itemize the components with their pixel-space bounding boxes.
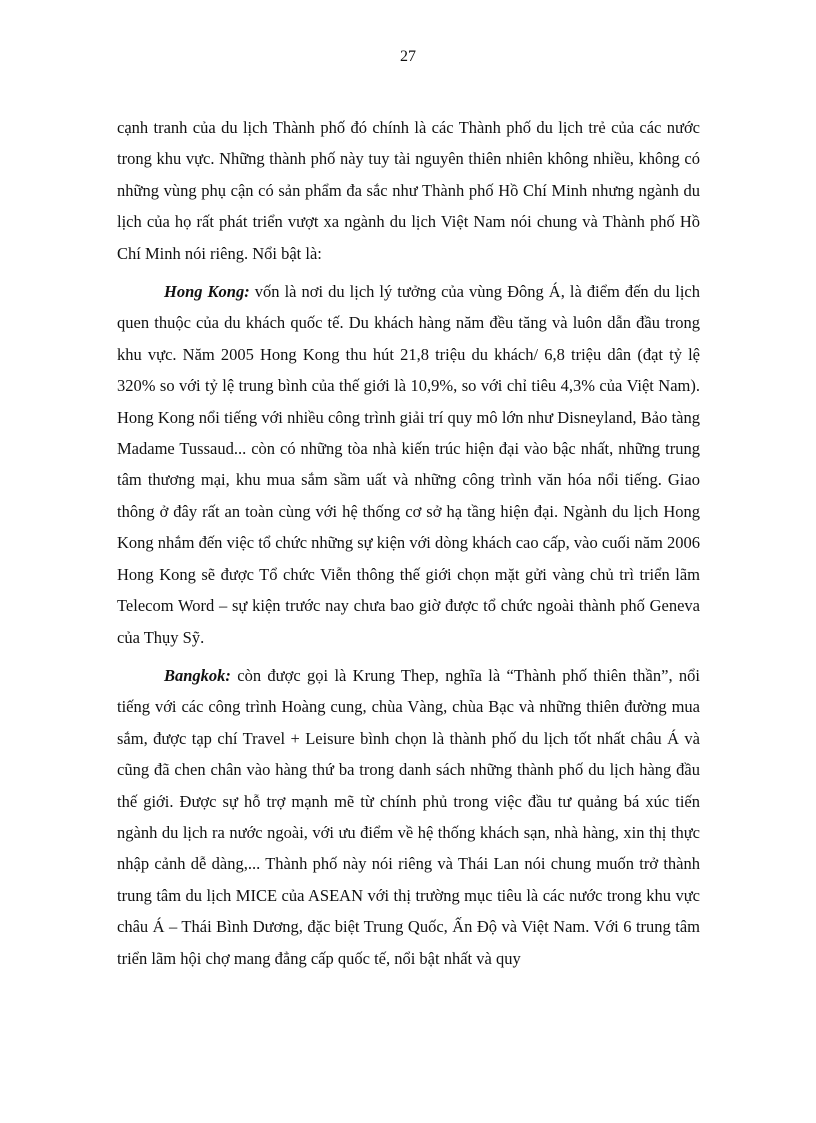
- paragraph-lead: Hong Kong:: [164, 282, 250, 302]
- document-body: [117, 112, 700, 974]
- paragraph-lead: Bangkok:: [164, 665, 231, 685]
- page-number: 27: [400, 48, 416, 65]
- paragraph-hong-kong: [117, 276, 700, 653]
- paragraph-intro: [117, 112, 700, 269]
- paragraph-bangkok: [117, 660, 700, 974]
- paragraph-text: còn được gọi là Krung Thep, nghĩa là “Thành phố thiên thần”, nổi tiếng với các công trình Hoàng cung, chùa Vàng, chùa Bạc và những thiên đường mua sắm, được tạp chí Travel + Leisure bình chọn là thành phố du lịch tốt nhất châu Á và cũng đã chen chân vào hàng thứ ba trong danh sách những thành phố du lịch hàng đầu thế giới. Được sự hỗ trợ mạnh mẽ từ chính phủ trong việc đầu tư quảng bá xúc tiến ngành du lịch ra nước ngoài, với ưu điểm về hệ thống khách sạn, nhà hàng, xin thị thực nhập cảnh dễ dàng,... Thành phố này nói riêng và Thái Lan nói chung muốn trở thành trung tâm du lịch MICE của ASEAN với thị trường mục tiêu là các nước trong khu vực châu Á – Thái Bình Dương, đặc biệt Trung Quốc, Ấn Độ và Việt Nam. Với 6 trung tâm triển lãm hội chợ mang đẳng cấp quốc tế, nổi bật nhất và quy: [117, 665, 700, 968]
- paragraph-text: cạnh tranh của du lịch Thành phố đó chính là các Thành phố du lịch trẻ của các nước trong khu vực. Những thành phố này tuy tài nguyên thiên nhiên không nhiều, không có những vùng phụ cận có sản phẩm đa sắc như Thành phố Hồ Chí Minh nhưng ngành du lịch của họ rất phát triển vượt xa ngành du lịch Việt Nam nói chung và Thành phố Hồ Chí Minh nói riêng. Nổi bật là:: [117, 118, 700, 263]
- paragraph-text: vốn là nơi du lịch lý tưởng của vùng Đông Á, là điểm đến du lịch quen thuộc của du khách quốc tế. Du khách hàng năm đều tăng và luôn dẫn đầu trong khu vực. Năm 2005 Hong Kong thu hút 21,8 triệu du khách/ 6,8 triệu dân (đạt tỷ lệ 320% so với tỷ lệ trung bình của thế giới là 10,9%, so với chỉ tiêu 4,3% của Việt Nam). Hong Kong nổi tiếng với nhiều công trình giải trí quy mô lớn như Disneyland, Bảo tàng Madame Tussaud... còn có những tòa nhà kiến trúc hiện đại vào bậc nhất, những trung tâm thương mại, khu mua sắm sầm uất và những công trình văn hóa nổi tiếng. Giao thông ở đây rất an toàn cùng với hệ thống cơ sở hạ tầng hiện đại. Ngành du lịch Hong Kong nhắm đến việc tổ chức những sự kiện với dòng khách cao cấp, vào cuối năm 2006 Hong Kong sẽ được Tổ chức Viễn thông thế giới chọn mặt gửi vàng chủ trì triển lãm Telecom Word – sự kiện trước nay chưa bao giờ được tổ chức ngoài thành phố Geneva của Thụy Sỹ.: [117, 282, 700, 647]
